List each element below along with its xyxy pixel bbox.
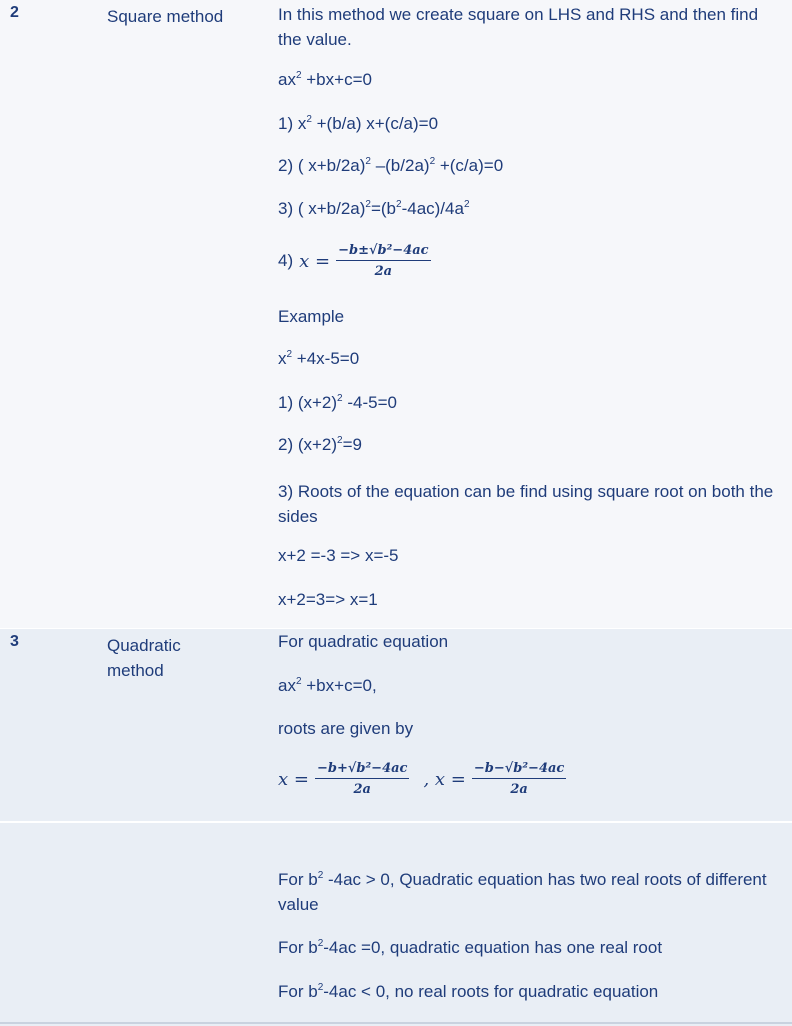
case-zero: For $b^2-4ac =0$, quadratic equation has one real root <box>278 938 663 957</box>
step-1: 1) $x^2 +(b/a)$ x+(c/a)=0 <box>278 114 439 133</box>
example-heading: Example <box>278 307 345 326</box>
roots-label: roots are given by <box>278 719 414 738</box>
example-step-3: 3) Roots of the equation can be find using square root on both the sides <box>278 482 774 526</box>
intro-text: For quadratic equation <box>278 632 449 651</box>
table-row-discriminant <box>0 821 792 1026</box>
method-name: Square method <box>107 7 224 26</box>
step-4-formula: 4) x = $\frac{\text{−b±√b²−4ac}}{2a}$ <box>278 243 429 279</box>
root-2: x+2=3=> x=1 <box>278 590 378 609</box>
example-step-2: 2) $(x+2)^2=9$ <box>278 435 362 454</box>
step-3: 3) ( $x+b/2a)^2=(b^2-4ac)/4a^2$ <box>278 199 470 218</box>
general-equation: $ax^2 +bx+c=0$, <box>278 676 377 695</box>
quadratic-formula: x = $\frac{\text{−b+√b²−4ac}}{2a}$ , x = $\frac{\text{−b−√b²−4ac}}{2a}$ <box>278 761 565 797</box>
case-positive: For $b^2$ -4ac > 0, Quadratic equation has two real roots of different value <box>278 870 767 914</box>
table-row-quadratic-method <box>0 628 792 821</box>
root-1: x+2 =-3 => x=-5 <box>278 546 399 565</box>
row-number: 3 <box>10 633 19 650</box>
case-negative: For $b^2-4ac < 0$, no real roots for quadratic equation <box>278 982 659 1001</box>
intro-text: In this method we create square on LHS and RHS and then find the value. <box>278 5 759 49</box>
general-equation: $ax^2 +bx+c=0$ <box>278 70 372 89</box>
example-equation: $x^2 +4x-5=0$ <box>278 349 360 368</box>
step-2: 2) ( x+b/2a)$^2$ $-(b/2a)^2 +(c/a)=0$ <box>278 156 504 175</box>
row-number: 2 <box>10 4 19 21</box>
method-name: Quadratic method <box>107 636 181 680</box>
example-step-1: 1) $(x+2)^2$ -4-5=0 <box>278 393 397 412</box>
